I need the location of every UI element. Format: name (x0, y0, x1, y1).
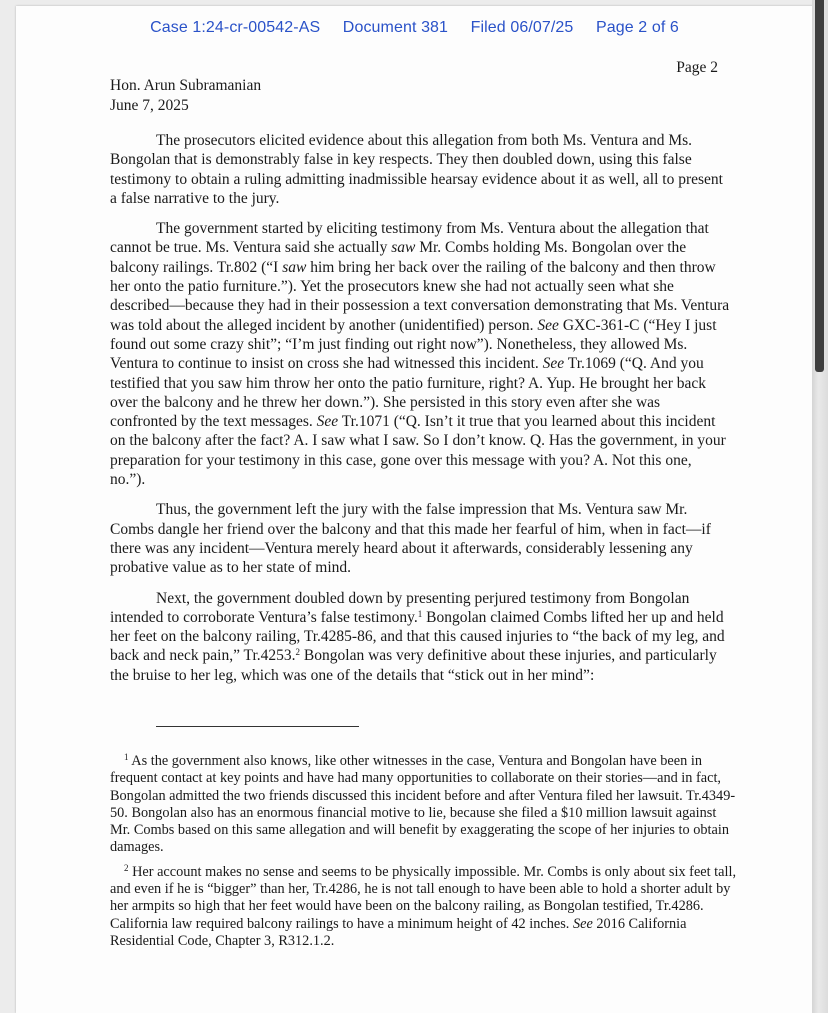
scrollbar-thumb[interactable] (815, 0, 824, 372)
addressee-name: Hon. Arun Subramanian (110, 77, 262, 94)
letter-date: June 7, 2025 (110, 97, 189, 114)
paragraph-1: The prosecutors elicited evidence about this allegation from both Ms. Ventura and Ms. Bongolan that is demonstrably false in key respects. They then doubled down, using this false testimony to obtain a ruling admitting inadmissible hearsay evidence about it as well, all to present a false narrative to the jury. (110, 132, 723, 207)
footnote-ref-2: 2 (295, 647, 301, 658)
footnote-2: $^2$ Her account makes no sense and seems to be physically impossible. Mr. Combs is only about six feet tall, and even if he is “bigger” than her, Tr.4286, he is not tall enough to have been able to hold a shorter adult by her armpits so high that her feet would have been on the balcony railing, as Bongolan testified, Tr.4286. California law required balcony railings to have a minimum height of 42 inches. See 2016 California Residential Code, Chapter 3, R312.1.2. (110, 862, 737, 949)
page-count: Page 2 of 6 (595, 19, 679, 36)
paragraph-3: Thus, the government left the jury with the false impression that Ms. Ventura saw Mr. Combs dangle her friend over the balcony and that this made her fearful of him, when in fact—if there was any incident—Ventura merely heard about it afterwards, considerably lessening any probative value as to her state of mind. (110, 501, 711, 577)
ecf-header (16, 19, 813, 37)
filed-date: Filed 06/07/25 (470, 19, 574, 36)
footnote-ref-1: 1 (417, 608, 423, 619)
footnote-1: $^1$ As the government also knows, like other witnesses in the case, Ventura and Bongolan have been in frequent contact at key points and have had many opportunities to collaborate on their stories—and in fact, Bongolan admitted the two friends discussed this incident before and after Ventura filed her lawsuit. Tr.4349-50. Bongolan also has an enormous financial motive to lie, because she filed a $10 million lawsuit against Mr. Combs based on this same allegation and will benefit by exaggerating the scope of her injuries to obtain damages. (110, 752, 736, 856)
paragraph-2: The government started by eliciting testimony from Ms. Ventura about the allegation that cannot be true. Ms. Ventura said she actually saw Mr. Combs holding Ms. Bongolan over the balcony railings. Tr.802 (“I saw him bring her back over the railing of the balcony and then throw her onto the patio furniture.”). Yet the prosecutors knew she had not actually seen what she described—because they had in their possession a text conversation demonstrating that Ms. Ventura was told about the alleged incident by another (unidentified) person. See GXC-361-C (“Hey I just found out some crazy shit”; “I’m just finding out right now”). Nonetheless, they allowed Ms. Ventura to continue to insist on cross she had witnessed this incident. See Tr.1069 (“Q. And you testified that you saw him throw her onto the patio furniture, right? A. Yup. He brought her back over the balcony and he threw her down.”). She persisted in this story even after she was confronted by the text messages. See Tr.1071 (“Q. Isn’t it true that you learned about this incident on the balcony after the fact? A. I saw what I saw. So I don’t know. Q. Has the government, in your preparation for your testimony in this case, gone over this message with you? A. Not this one, no.”). (110, 220, 730, 489)
letter-body (110, 131, 730, 696)
scrollbar[interactable] (812, 0, 828, 1013)
document-number: Document 381 (342, 19, 449, 36)
footnotes (110, 753, 738, 957)
addressee-block (110, 76, 261, 116)
paragraph-4: Next, the government doubled down by presenting perjured testimony from Bongolan intended to corroborate Ventura’s false testimony.$^1$ Bongolan claimed Combs lifted her up and held her feet on the balcony railing, Tr.4285-86, and that this caused injuries to “the back of my leg, and back and neck pain,” Tr.4253.$^2$ Bongolan was very definitive about these injuries, and particularly the bruise to her leg, which was one of the details that “stick out in her mind”: (110, 589, 725, 684)
page-label: Page 2 (676, 59, 718, 76)
document-page (16, 6, 813, 1013)
case-number: Case 1:24-cr-00542-AS (150, 19, 321, 36)
footnote-divider (156, 726, 359, 727)
